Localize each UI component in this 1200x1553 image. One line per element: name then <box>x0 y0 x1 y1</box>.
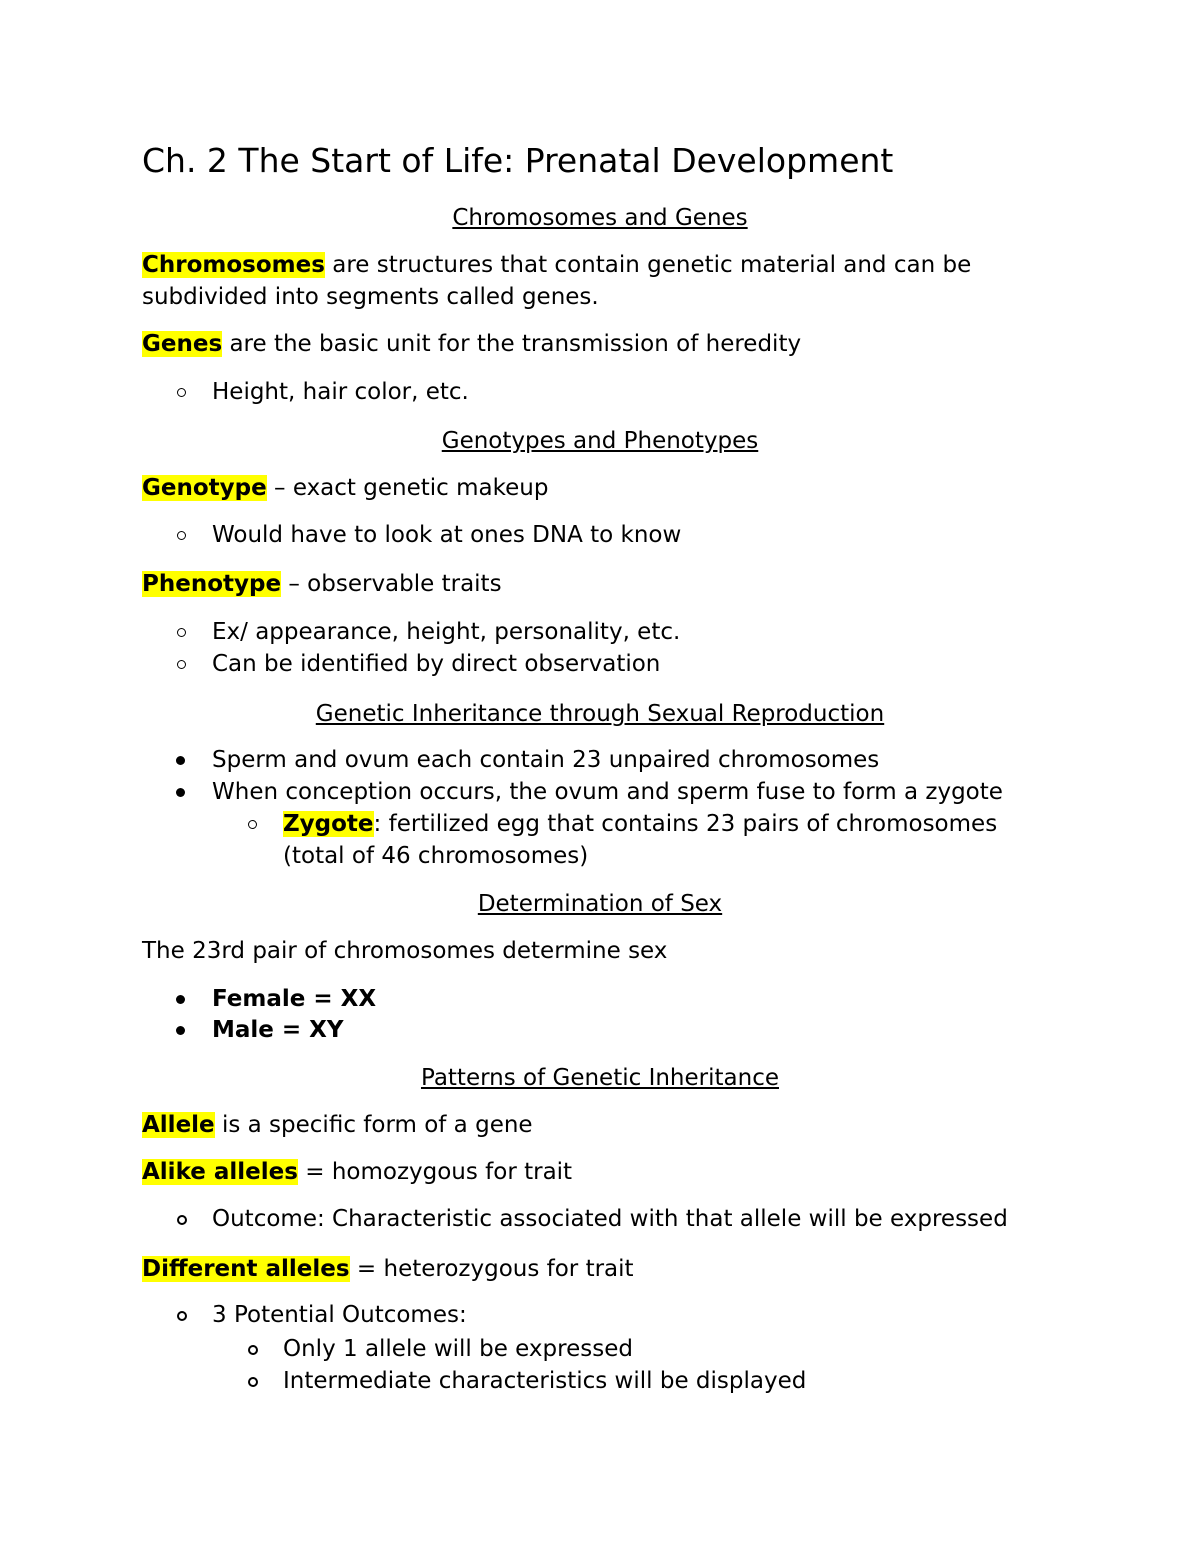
heading-determination-of-sex: Determination of Sex <box>477 891 723 917</box>
zygote-definition-text: : fertilized egg that contains 23 pairs of chromosomes <box>373 811 998 837</box>
heading-genetic-inheritance: Genetic Inheritance through Sexual Reproduction <box>315 701 885 727</box>
term-genes: Genes <box>142 331 223 357</box>
bullet-dot-icon <box>176 995 185 1004</box>
genes-definition-line <box>142 328 801 360</box>
term-allele: Allele <box>142 1112 215 1138</box>
sex-intro: The 23rd pair of chromosomes determine sex <box>142 938 668 964</box>
chromosomes-definition-continued: subdivided into segments called genes. <box>142 284 599 310</box>
inheritance-bullet: When conception occurs, the ovum and sperm fuse to form a zygote <box>212 779 1003 805</box>
allele-definition-text: is a specific form of a gene <box>214 1112 533 1138</box>
term-genotype: Genotype <box>142 475 267 501</box>
outcome-item: Intermediate characteristics will be displayed <box>283 1368 807 1394</box>
term-different-alleles: Different alleles <box>142 1256 350 1282</box>
heading-chromosomes-and-genes: Chromosomes and Genes <box>452 205 748 231</box>
term-chromosomes: Chromosomes <box>142 252 325 278</box>
bullet-dot-icon <box>176 756 185 765</box>
heading-patterns-of-genetic-inheritance: Patterns of Genetic Inheritance <box>420 1065 779 1091</box>
genotype-definition-line <box>142 472 548 504</box>
inheritance-bullet: Sperm and ovum each contain 23 unpaired chromosomes <box>212 747 880 773</box>
sex-item-male: Male = XY <box>212 1017 344 1043</box>
genes-definition-text: are the basic unit for the transmission of heredity <box>222 331 802 357</box>
heading-genotypes-and-phenotypes: Genotypes and Phenotypes <box>441 428 759 454</box>
hollow-bullet-icon <box>177 660 186 669</box>
alike-alleles-line <box>142 1156 572 1188</box>
hollow-bullet-icon <box>177 628 186 637</box>
phenotype-note: Can be identified by direct observation <box>212 651 661 677</box>
phenotype-note: Ex/ appearance, height, personality, etc. <box>212 619 681 645</box>
different-alleles-line <box>142 1253 634 1285</box>
hollow-bullet-icon <box>248 1345 258 1355</box>
zygote-definition-line <box>283 808 997 840</box>
phenotype-definition-text: – observable traits <box>281 571 502 597</box>
chromosomes-definition-text: are structures that contain genetic material and can be <box>324 252 972 278</box>
term-phenotype: Phenotype <box>142 571 282 597</box>
genotype-definition-text: – exact genetic makeup <box>266 475 549 501</box>
phenotype-definition-line <box>142 568 502 600</box>
hollow-bullet-icon <box>177 1311 187 1321</box>
potential-outcomes-label: 3 Potential Outcomes: <box>212 1302 467 1328</box>
sex-item-female: Female = XX <box>212 986 377 1012</box>
bullet-dot-icon <box>176 788 185 797</box>
alike-alleles-outcome: Outcome: Characteristic associated with that allele will be expressed <box>212 1206 1008 1232</box>
hollow-bullet-icon <box>177 388 186 397</box>
zygote-definition-continued: (total of 46 chromosomes) <box>283 843 589 869</box>
hollow-bullet-icon <box>248 1377 258 1387</box>
outcome-item: Only 1 allele will be expressed <box>283 1336 633 1362</box>
genes-example: Height, hair color, etc. <box>212 379 469 405</box>
alike-alleles-text: = homozygous for trait <box>297 1159 573 1185</box>
hollow-bullet-icon <box>177 1215 187 1225</box>
bullet-dot-icon <box>176 1026 185 1035</box>
hollow-bullet-icon <box>248 820 257 829</box>
term-zygote: Zygote <box>283 811 374 837</box>
chromosomes-definition-line <box>142 249 971 281</box>
page-title: Ch. 2 The Start of Life: Prenatal Development <box>142 141 894 180</box>
different-alleles-text: = heterozygous for trait <box>349 1256 634 1282</box>
allele-definition-line <box>142 1109 533 1141</box>
genotype-note: Would have to look at ones DNA to know <box>212 522 682 548</box>
hollow-bullet-icon <box>177 531 186 540</box>
term-alike-alleles: Alike alleles <box>142 1159 298 1185</box>
